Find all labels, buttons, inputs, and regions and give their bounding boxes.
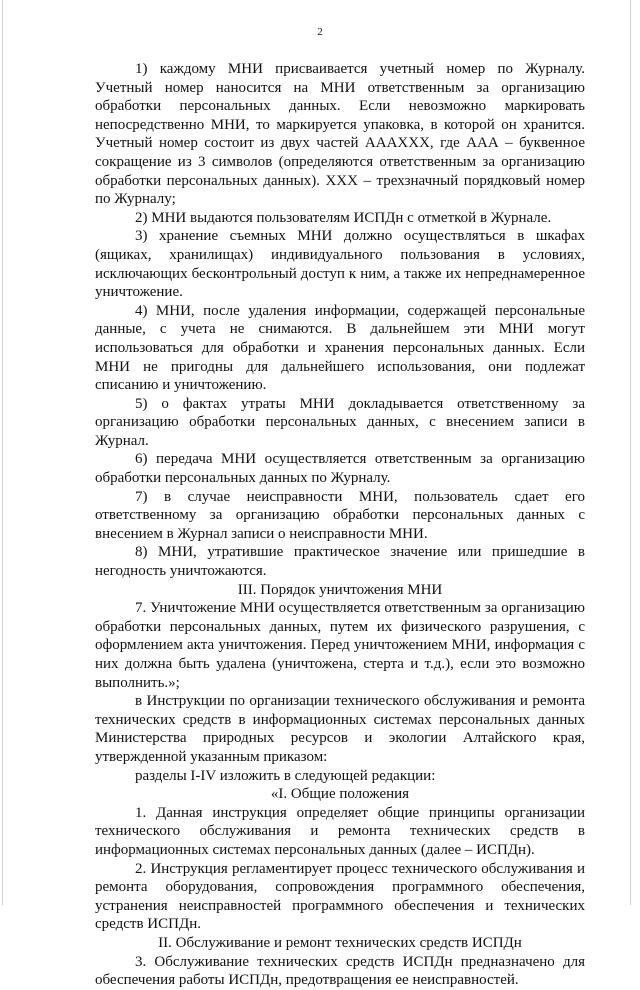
right-scan-edge [630, 0, 631, 905]
list-item-2: 2) МНИ выдаются пользователям ИСПДн с отметкой в Журнале. [135, 209, 552, 226]
list-item-5: 5) о фактах утраты МНИ докладывается ответственному за организацию обработки персональных данных, с внесением записи в Журнал. [95, 395, 585, 449]
document-body [95, 60, 585, 990]
list-item-7: 7) в случае неисправности МНИ, пользователь сдает его ответственному за организацию обработки персональных данных с внесением в Журнал записи о неисправности МНИ. [95, 488, 585, 542]
list-item-4: 4) МНИ, после удаления информации, содержащей персональные данные, с учета не снимаются. В дальнейшем эти МНИ могут использоваться для обработки и хранения персональных данных. Если МНИ не пригодны для дальнейшего использования, они подлежат списанию и уничтожению. [95, 302, 585, 394]
list-item-6: 6) передача МНИ осуществляется ответственным за организацию обработки персональных данных по Журналу. [95, 451, 585, 487]
paragraph-sections: разделы I-IV изложить в следующей редакции: [135, 767, 436, 784]
page-number: 2 [317, 26, 323, 38]
paragraph-2: 2. Инструкция регламентирует процесс технического обслуживания и ремонта оборудования, сопровождения программного обеспечения, устранения неисправностей программного обеспечения и технических средств ИСПДн. [95, 860, 585, 933]
paragraph-3: 3. Обслуживание технических средств ИСПДн предназначено для обеспечения работы ИСПДн, предотвращения ее неисправностей. [95, 953, 585, 989]
list-item-8: 8) МНИ, утратившие практическое значение или пришедшие в негодность уничтожаются. [95, 544, 585, 580]
left-scan-edge [2, 0, 3, 905]
section-heading-3: III. Порядок уничтожения МНИ [237, 581, 443, 598]
list-item-3: 3) хранение съемных МНИ должно осуществляться в шкафах (ящиках, хранилищах) индивидуального пользования в условиях, исключающих бесконтрольный доступ к ним, а также их непреднамеренное уничтожение. [95, 228, 585, 301]
paragraph-1: 1. Данная инструкция определяет общие принципы организации технического обслуживания и ремонта технических средств в информационных системах персональных данных (далее – ИСПДн). [95, 804, 585, 858]
section-heading-1: «I. Общие положения [270, 786, 410, 803]
paragraph-7: 7. Уничтожение МНИ осуществляется ответственным за организацию обработки персональных данных, путем их физического разрушения, с оформлением акта уничтожения. Перед уничтожением МНИ, информация с них должна быть удалена (уничтожена, стерта и т.д.), если это возможно выполнить.»; [95, 600, 585, 691]
section-heading-2: II. Обслуживание и ремонт технических средств ИСПДн [158, 934, 522, 951]
list-item-1: 1) каждому МНИ присваивается учетный номер по Журналу. Учетный номер наносится на МНИ ответственным за организацию обработки персональных данных. Если невозможно маркировать непосредственно МНИ, то маркируется упаковка, в которой он хранится. Учетный номер состоит из двух частей АААXXX, где ААА – буквенное сокращение из 3 символов (определяются ответственным за организацию обработки персональных данных). XXX – трехзначный порядковый номер по Журналу; [95, 61, 585, 208]
paragraph-instruction: в Инструкции по организации технического обслуживания и ремонта технических средств в информационных системах персональных данных Министерства природных ресурсов и экологии Алтайского края, утвержденной указанным приказом: [95, 693, 585, 765]
